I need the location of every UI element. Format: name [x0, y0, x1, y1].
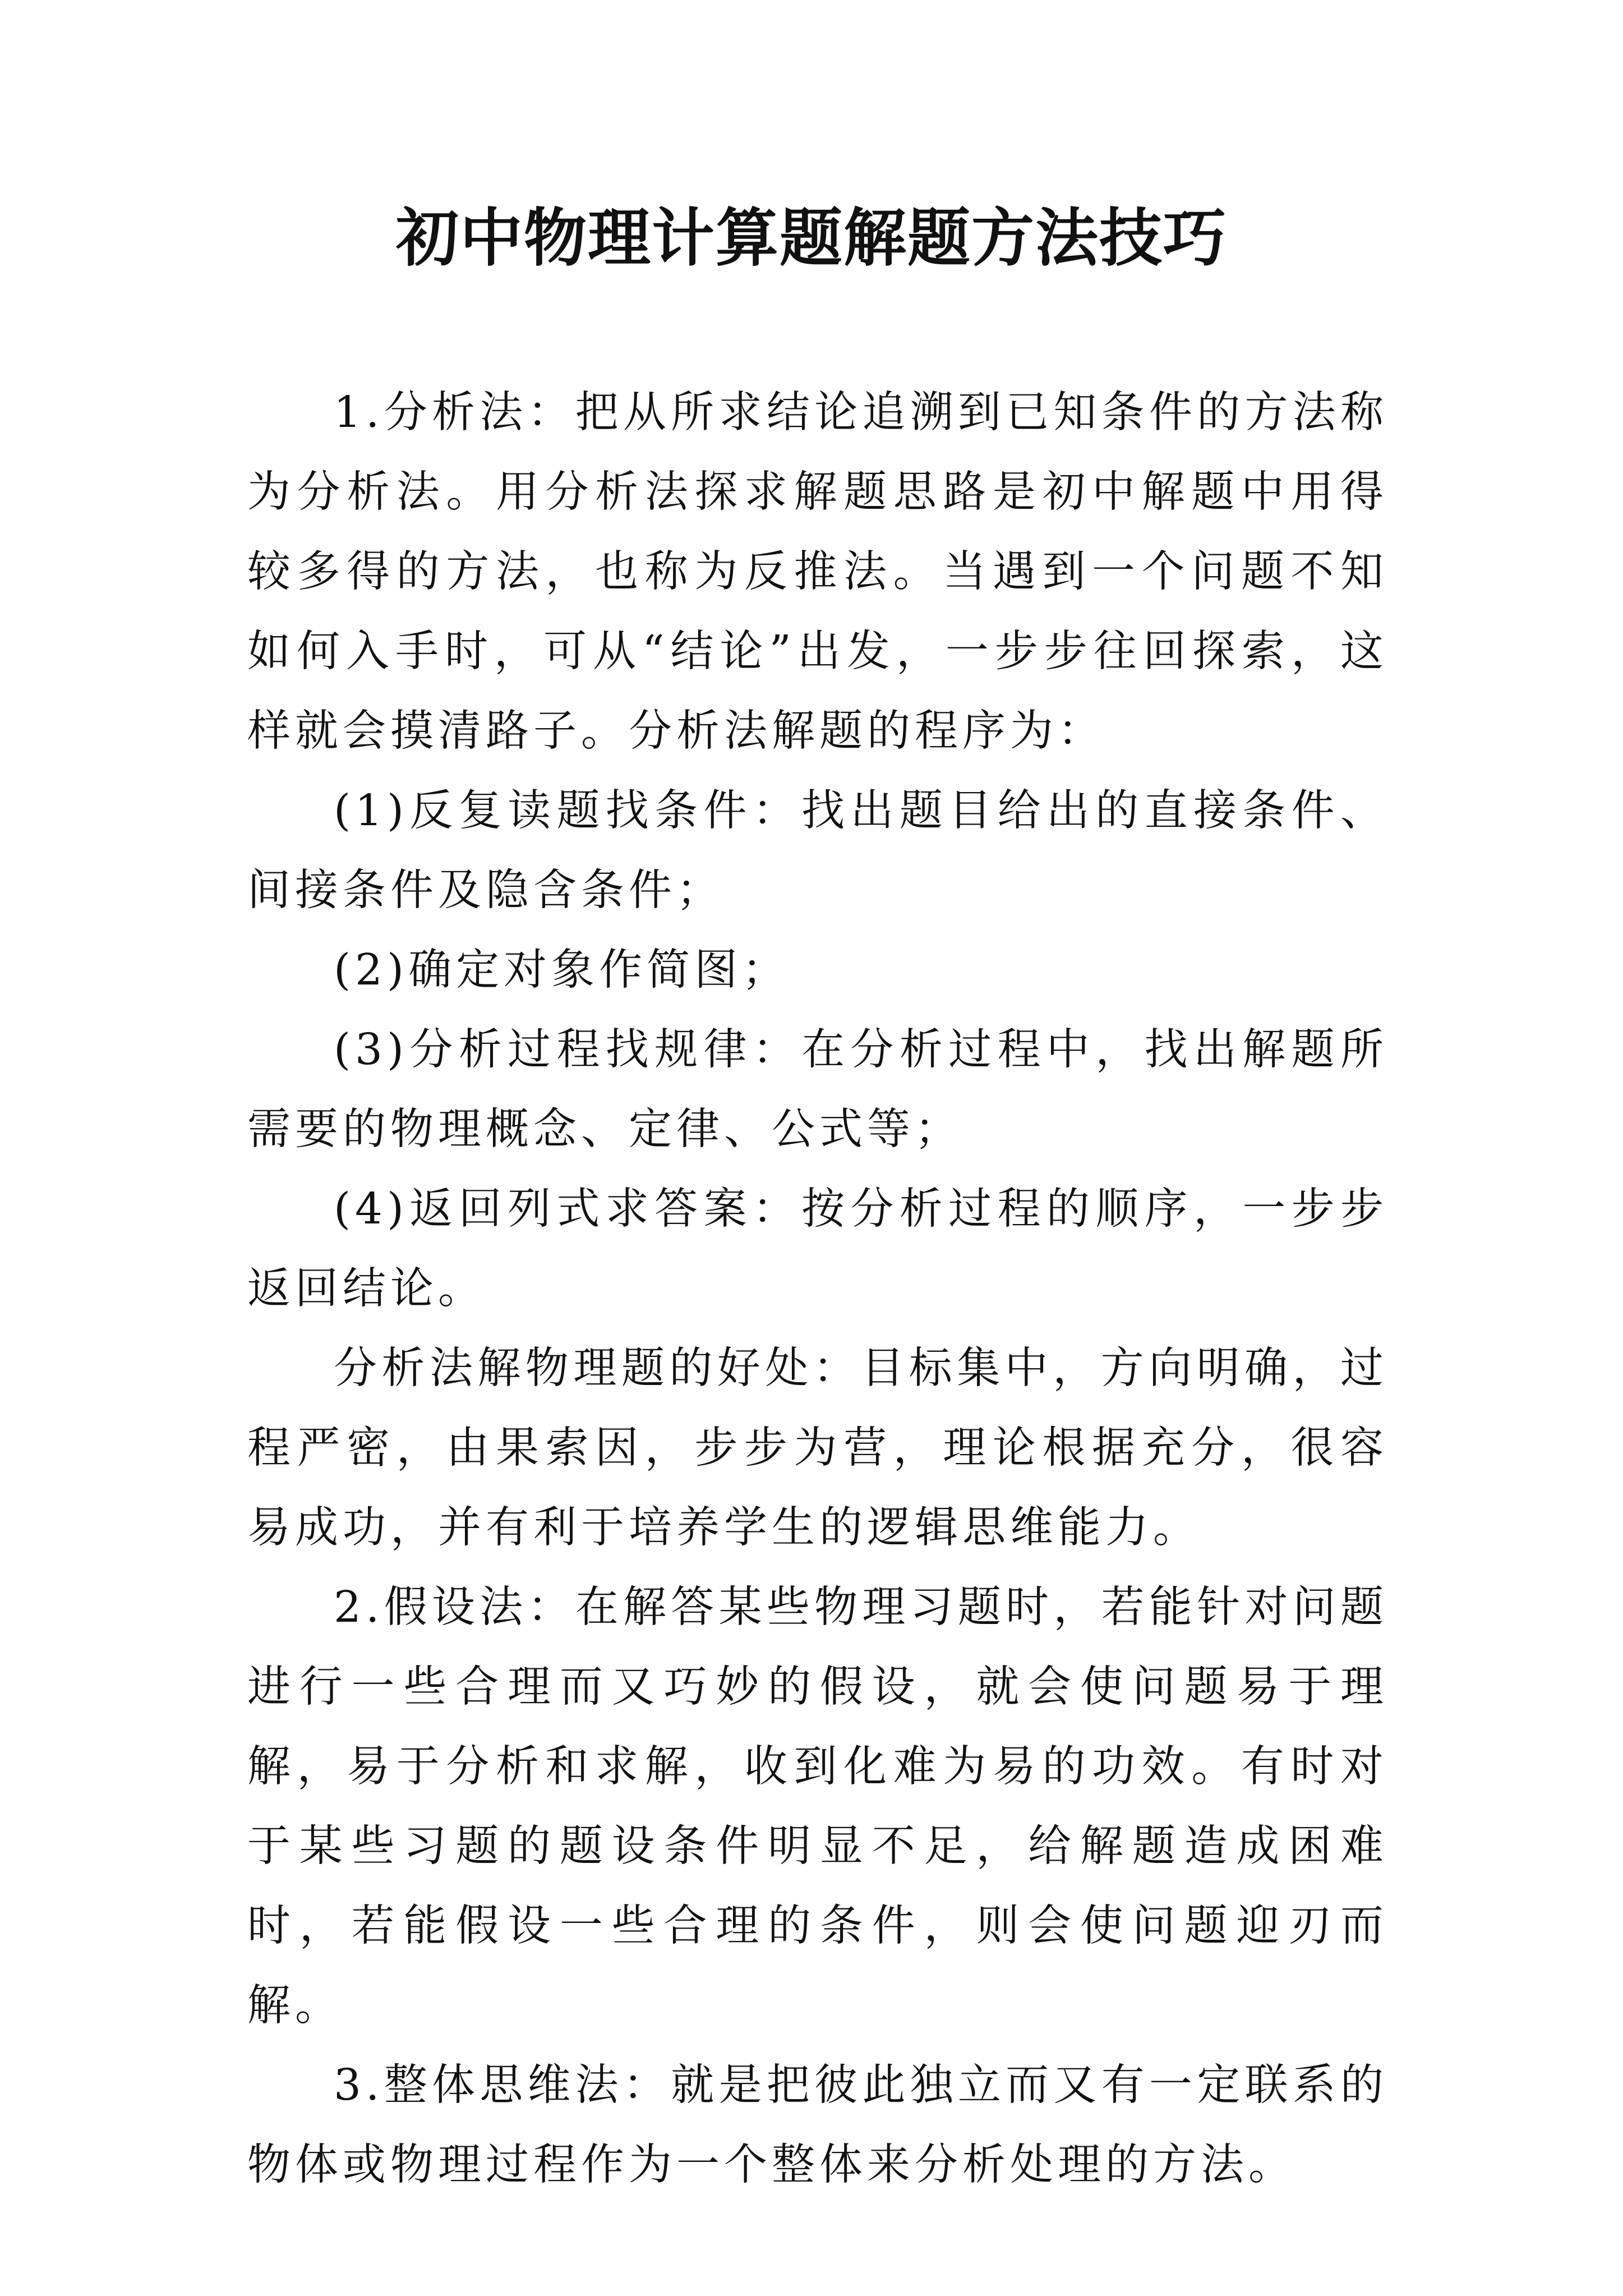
paragraph-holistic-method: 3.整体思维法：就是把彼此独立而又有一定联系的物体或物理过程作为一个整体来分析处理的方法。 [247, 2060, 1388, 2190]
paragraph-step-1: (1)反复读题找条件：找出题目给出的直接条件、间接条件及隐含条件； [247, 786, 1388, 915]
paragraph-step-3: (3)分析过程找规律：在分析过程中，找出解题所需要的物理概念、定律、公式等； [247, 1025, 1388, 1154]
document-body [247, 373, 1388, 2205]
paragraph-hypothesis-method: 2.假设法：在解答某些物理习题时，若能针对问题进行一些合理而又巧妙的假设，就会使问题易于理解，易于分析和求解，收到化难为易的功效。有时对于某些习题的题设条件明显不足，给解题造成困难时，若能假设一些合理的条件，则会使问题迎刃而解。 [247, 1582, 1388, 2031]
paragraph-analysis-benefits: 分析法解物理题的好处：目标集中，方向明确，过程严密，由果索因，步步为营，理论根据充分，很容易成功，并有利于培养学生的逻辑思维能力。 [247, 1343, 1388, 1553]
paragraph-step-4: (4)返回列式求答案：按分析过程的顺序，一步步返回结论。 [247, 1184, 1388, 1314]
paragraph-step-2: (2)确定对象作简图； [334, 945, 790, 995]
document-title: 初中物理计算题解题方法技巧 [396, 201, 1227, 275]
paragraph-analysis-method: 1.分析法：把从所求结论追溯到已知条件的方法称为分析法。用分析法探求解题思路是初中解题中用得较多得的方法，也称为反推法。当遇到一个问题不知如何入手时，可从“结论”出发，一步步往回探索，这样就会摸清路子。分析法解题的程序为： [247, 388, 1388, 756]
